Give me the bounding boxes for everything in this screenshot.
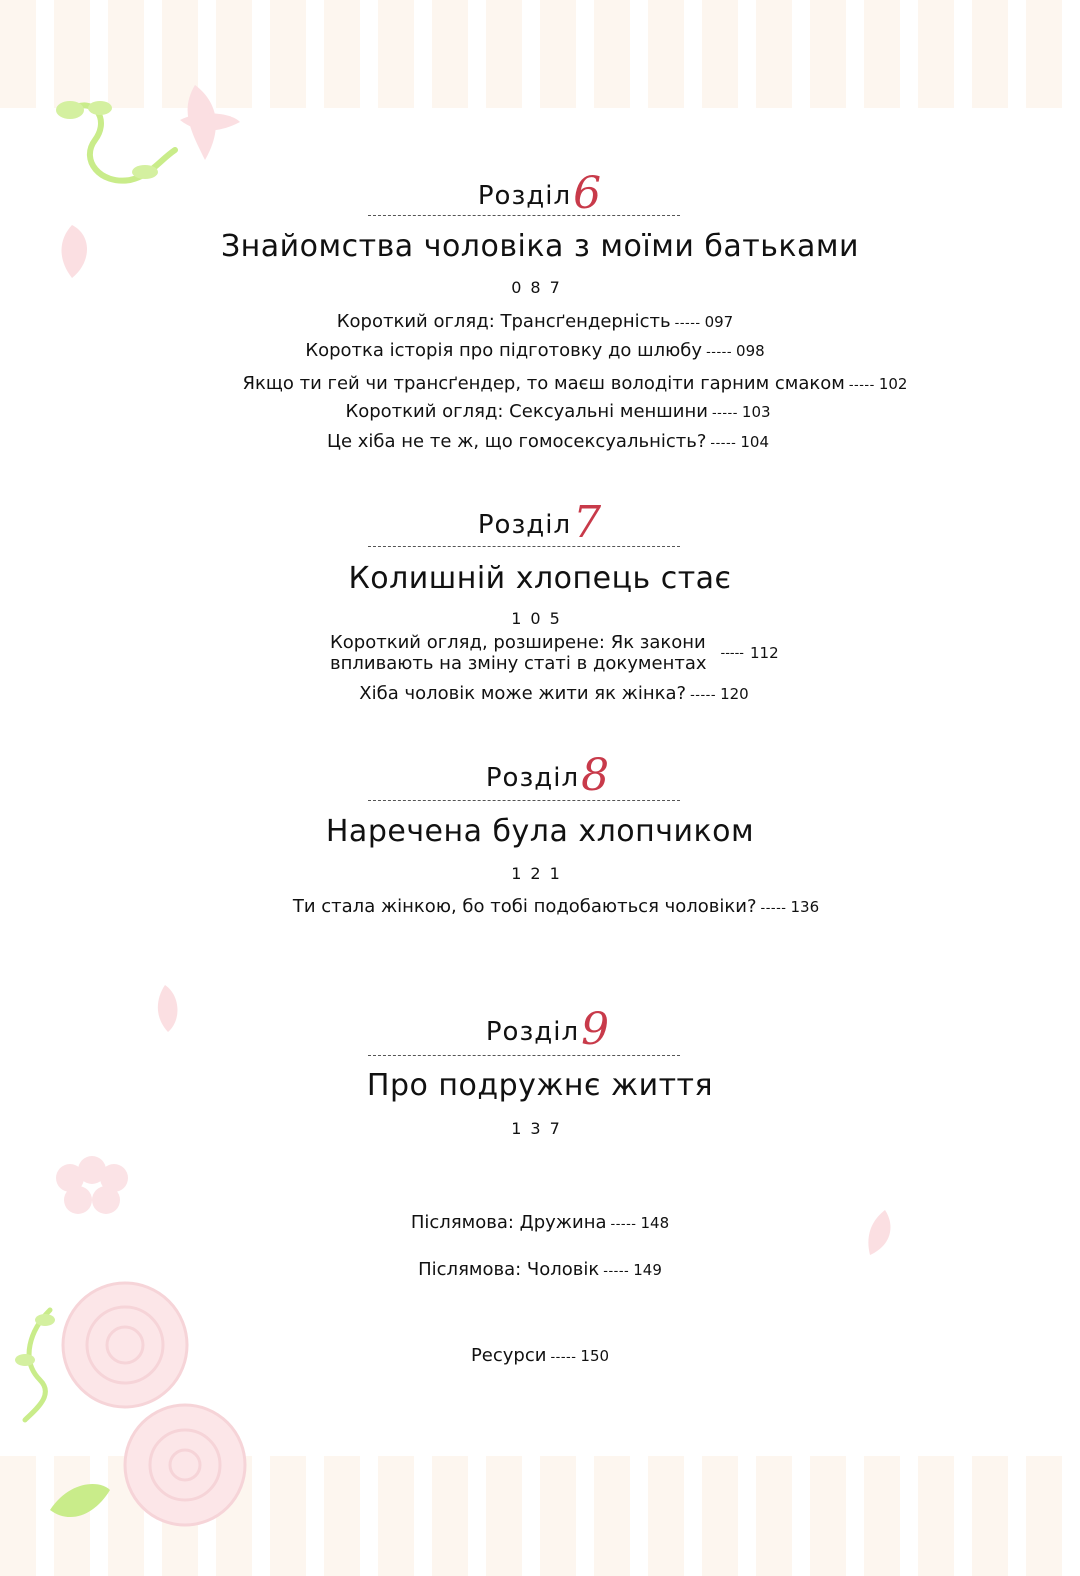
entry-title: [330, 632, 707, 674]
chapter-7-heading: [0, 497, 1080, 548]
chapter-label: Розділ: [485, 1017, 580, 1047]
chapter-6-title: Знайомства чоловіка з моїми батьками: [220, 229, 860, 264]
entry-title: Це хіба не те ж, що гомосексуальність?: [327, 431, 707, 452]
chapter-number: 8: [581, 750, 611, 801]
chapter-number: 6: [573, 168, 603, 219]
leader-dots: -----: [603, 1264, 630, 1279]
toc-entry-afterword-wife[interactable]: [0, 1212, 1080, 1233]
leader-dots: -----: [610, 1217, 637, 1232]
toc-entry[interactable]: [0, 340, 1075, 361]
chapter-9-page: 137: [511, 1119, 569, 1138]
divider: [368, 215, 680, 216]
entry-page: 148: [640, 1214, 670, 1232]
chapter-6-heading: [0, 168, 1080, 219]
toc-entry[interactable]: [330, 632, 779, 674]
divider: [368, 546, 680, 547]
entry-title-line: Короткий огляд, розширене: Як закони: [330, 632, 706, 653]
entry-title-line: впливають на зміну статі в документах: [330, 653, 707, 674]
entry-title: Хіба чоловік може жити як жінка?: [359, 683, 687, 704]
entry-title: Короткий огляд: Сексуальні меншини: [345, 401, 708, 422]
entry-page: 103: [741, 403, 771, 421]
entry-page: 150: [580, 1347, 610, 1365]
toc-entry[interactable]: [8, 431, 1080, 452]
entry-page: 149: [633, 1261, 662, 1279]
chapter-8-page: 121: [511, 864, 569, 883]
chapter-8-title: Наречена була хлопчиком: [325, 814, 755, 849]
entry-title: Ресурси: [470, 1345, 547, 1366]
chapter-8-heading: [8, 750, 1080, 801]
entry-page: 102: [878, 375, 908, 393]
leader-dots: -----: [706, 345, 733, 360]
chapter-label: Розділ: [477, 510, 572, 540]
toc-entry[interactable]: [16, 896, 1080, 917]
divider: [368, 800, 680, 801]
toc-entry-afterword-husband[interactable]: [0, 1259, 1080, 1280]
entry-page: 120: [720, 685, 749, 703]
entry-title: Післямова: Дружина: [410, 1212, 607, 1233]
entry-title: Ти стала жінкою, бо тобі подобаються чоловіки?: [292, 896, 757, 917]
leader-dots: -----: [710, 436, 737, 451]
entry-title: Коротка історія про підготовку до шлюбу: [305, 340, 703, 361]
chapter-label: Розділ: [477, 181, 572, 211]
leader-dots: -----: [550, 1350, 577, 1365]
entry-page: 097: [704, 313, 734, 331]
divider: [368, 1055, 680, 1056]
toc-entry-resources[interactable]: [0, 1345, 1080, 1366]
entry-page: 112: [750, 644, 779, 662]
chapter-number: 7: [573, 497, 603, 548]
leader-dots: -----: [711, 406, 738, 421]
chapter-9-heading: [8, 1004, 1080, 1055]
leader-dots: -----: [720, 645, 744, 661]
chapter-7-title: Колишній хлопець стає: [348, 561, 732, 596]
entry-page: 098: [736, 342, 765, 360]
toc-entry[interactable]: [0, 311, 1075, 332]
chapter-6-page: 087: [511, 278, 569, 297]
toc-entry[interactable]: [14, 683, 1080, 704]
entry-page: 136: [790, 898, 820, 916]
entry-title: Якщо ти гей чи трансґендер, то маєш володіти гарним смаком: [242, 373, 845, 394]
leader-dots: -----: [760, 901, 787, 916]
chapter-label: Розділ: [485, 763, 580, 793]
toc-entry[interactable]: [18, 401, 1080, 422]
entry-title: Післямова: Чоловік: [418, 1259, 600, 1280]
chapter-9-title: Про подружнє життя: [366, 1068, 714, 1103]
flower-icon: [56, 1156, 128, 1214]
toc-entry[interactable]: [35, 373, 1080, 394]
entry-title: Короткий огляд: Трансґендерність: [336, 311, 671, 332]
chapter-number: 9: [581, 1004, 611, 1055]
leader-dots: -----: [690, 688, 717, 703]
leader-dots: -----: [674, 316, 701, 331]
chapter-7-page: 105: [511, 609, 569, 628]
leader-dots: -----: [848, 378, 875, 393]
entry-page: 104: [740, 433, 769, 451]
